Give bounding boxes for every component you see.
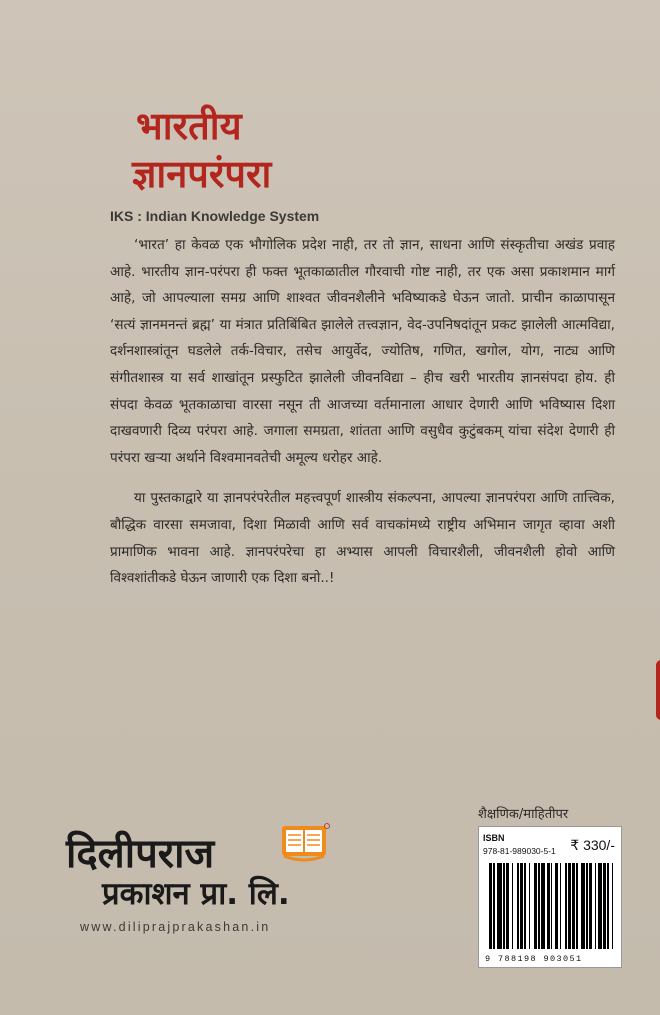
publisher-website: www.diliprajprakashan.in [80,920,271,934]
barcode [489,863,615,949]
barcode-bar [613,863,614,949]
blurb-paragraph-1: ‘भारत’ हा केवळ एक भौगोलिक प्रदेश नाही, तर तो ज्ञान, साधना आणि संस्कृतीचा अखंड प्रवाह आहे. भारतीय ज्ञान-परंपरा ही फक्त भूतकाळातील गौरवाची गोष्ट नाही, तर एक असा प्रकाशमान मार्ग आहे, जो आपल्याला समग्र आणि शाश्वत जीवनशैलीने भविष्याकडे घेऊन जातो. प्राचीन काळापासून ‘सत्यं ज्ञानमनन्तं ब्रह्म’ या मंत्रात प्रतिबिंबित झालेले तत्त्वज्ञान, वेद-उपनिषदांतून प्रकट झालेली आत्मविद्या, दर्शनशास्त्रांतून घडलेले तर्क-विचार, तसेच आयुर्वेद, ज्योतिष, गणित, खगोल, योग, नाट्य आणि संगीतशास्त्र या सर्व शाखांतून प्रस्फुटित झालेली जीवनविद्या – हीच खरी भारतीय ज्ञानसंपदा होय. ही संपदा केवळ भूतकाळाचा वारसा नसून ती आजच्या वर्तमानाला आधार देणारी आणि भविष्यास दिशा दाखवणारी दिव्य परंपरा आहे. जगाला समग्रता, शांतता आणि वसुधैव कुटुंबकम् यांचा संदेश देणारी ही परंपरा खऱ्या अर्थाने विश्वमानवतेची अमूल्य धरोहर आहे. [110,237,615,466]
isbn-label: ISBN [483,833,505,843]
publisher-name-line-1: दिलीपराज [66,831,215,877]
blurb-paragraph-2: या पुस्तकाद्वारे या ज्ञानपरंपरेतील महत्त्वपूर्ण शास्त्रीय संकल्पना, आपल्या ज्ञानपरंपरा आणि तात्त्विक, बौद्धिक वारसा समजावा, दिशा मिळावी आणि सर्व वाचकांमध्ये राष्ट्रीय अभिमान जागृत व्हावा अशी प्रामाणिक भावना आहे. ज्ञानपरंपरेचा हा अभ्यास आपली विचारशैली, जीवनशैली होवो आणि विश्वशांतीकडे घेऊन जाणारी एक दिशा बनो..! [110,490,615,587]
publisher-name-line-2: प्रकाशन प्रा. लि. [102,876,290,912]
book-title [132,102,271,198]
price: ₹ 330/- [570,837,615,853]
spine-edge-mark [656,660,660,720]
blurb [110,232,615,592]
isbn-barcode-box [478,826,622,968]
title-line-2: ज्ञानपरंपरा [132,152,272,196]
barcode-digits: 9 788198 903051 [485,954,583,964]
isbn-number: 978-81-989030-5-1 [483,846,556,856]
title-line-1: भारतीय [136,104,242,148]
book-subtitle: IKS : Indian Knowledge System [110,208,320,224]
book-category: शैक्षणिक/माहितीपर [478,807,569,822]
book-logo-icon [278,822,330,866]
publisher-logo-text [66,832,290,912]
